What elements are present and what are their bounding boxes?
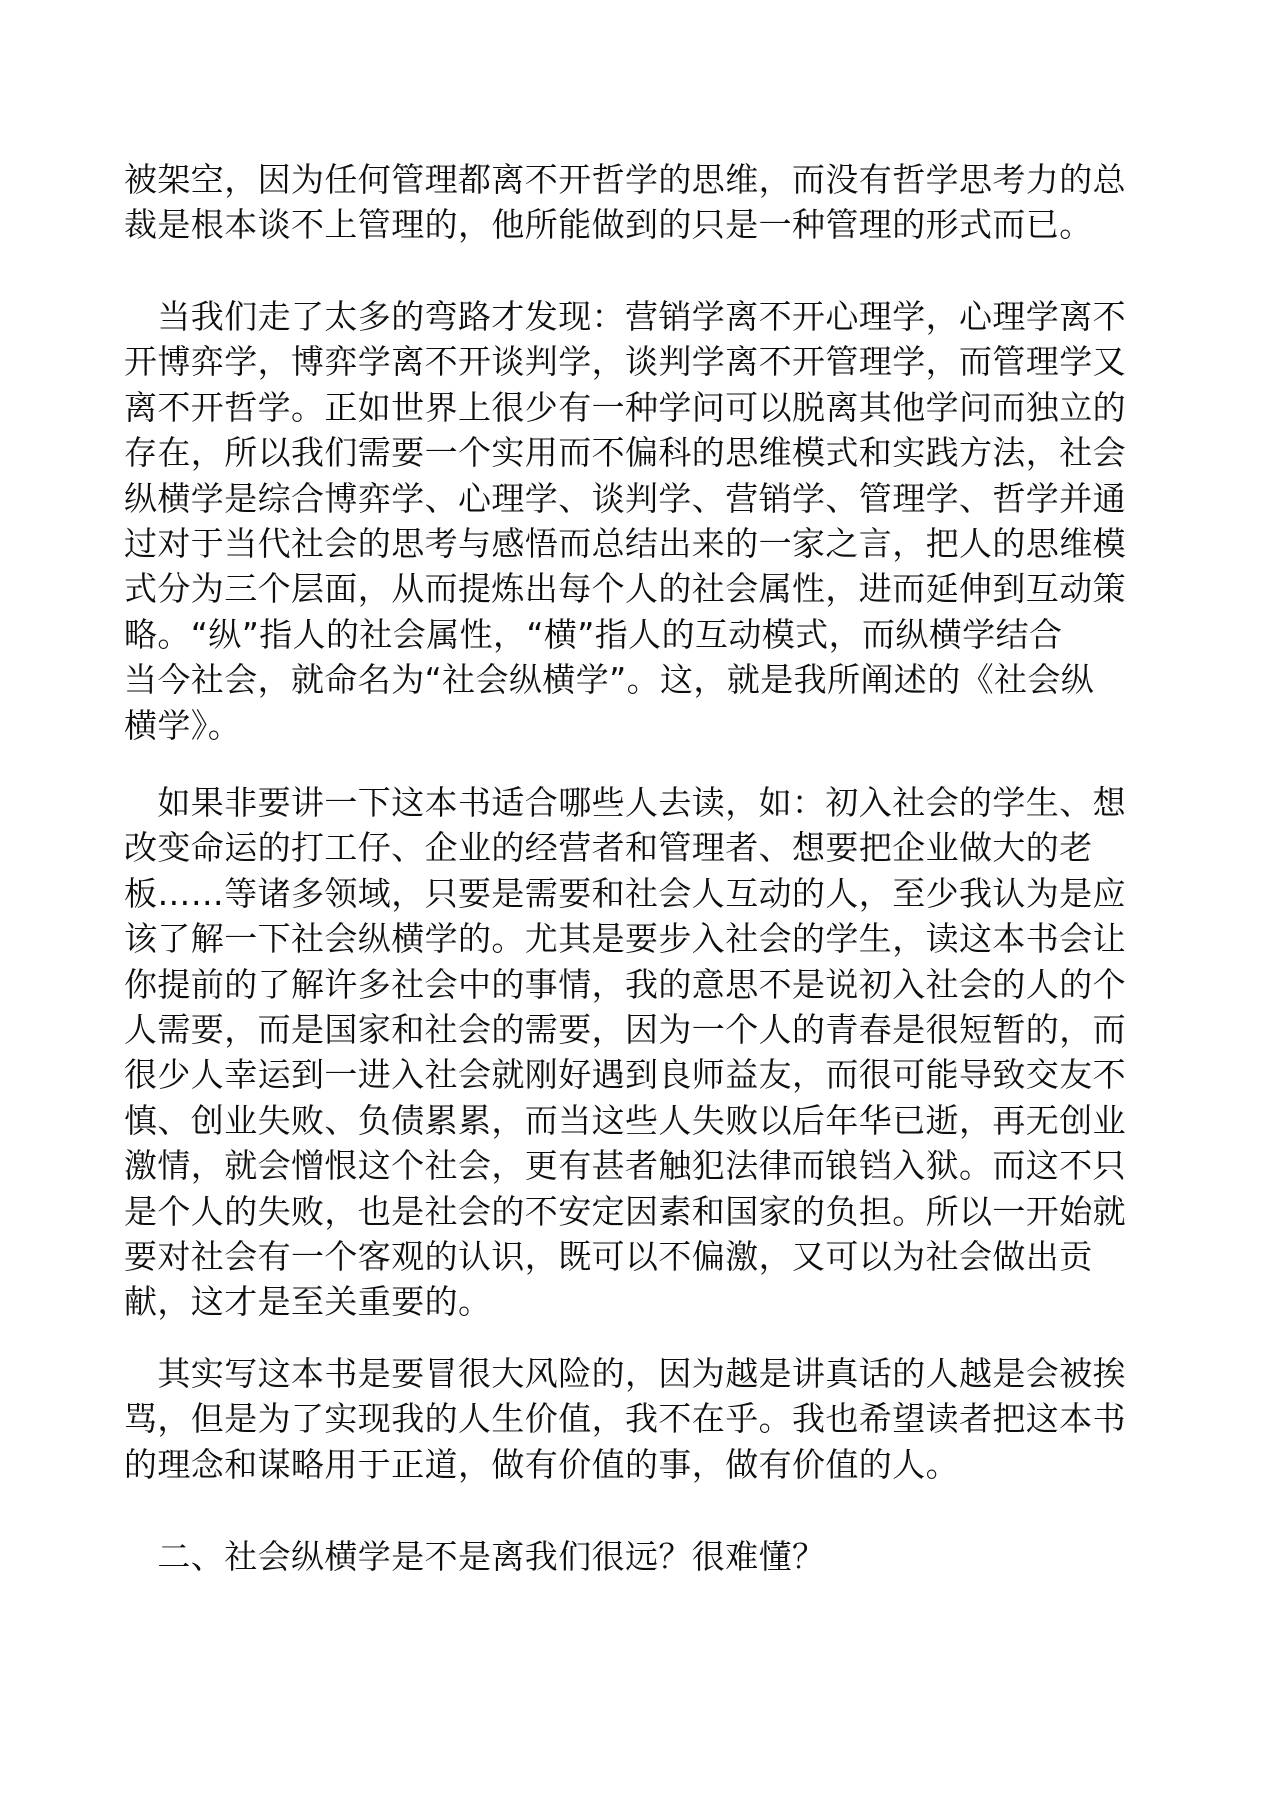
paragraph-continuation: 被架空，因为任何管理都离不开哲学的思维，而没有哲学思考力的总 裁是根本谈不上管理的，他所能做到的只是一种管理的形式而已。: [124, 160, 1126, 245]
paragraph-learning-disciplines: 当我们走了太多的弯路才发现：营销学离不开心理学，心理学离不 开博弈学，博弈学离不开谈判学，谈判学离不开管理学，而管理学又 离不开哲学。正如世界上很少有一种学问可以脱离其他学问而独立的 存在，所以我们需要一个实用而不偏科的思维模式和实践方法，社会 纵横学是综合博弈学、心理学、谈判学、营销学、管理学、哲学并通 过对于当代社会的思考与感悟而总结出来的一家之言，把人的思维模 式分为三个层面，从而提炼出每个人的社会属性，进而延伸到互动策 略。“纵”指人的社会属性，“横”指人的互动模式，而纵横学结合 当今社会，就命名为“社会纵横学”。这，就是我所阐述的《社会纵 横学》。: [124, 297, 1126, 745]
paragraph-author-risk: 其实写这本书是要冒很大风险的，因为越是讲真话的人越是会被挨 骂，但是为了实现我的人生价值，我不在乎。我也希望读者把这本书 的理念和谋略用于正道，做有价值的事，做有价值的人。: [124, 1354, 1126, 1484]
paragraph-target-readers: 如果非要讲一下这本书适合哪些人去读，如：初入社会的学生、想 改变命运的打工仔、企业的经营者和管理者、想要把企业做大的老 板……等诸多领域，只要是需要和社会人互动的人，至少我认为是应 该了解一下社会纵横学的。尤其是要步入社会的学生，读这本书会让 你提前的了解许多社会中的事情，我的意思不是说初入社会的人的个 人需要，而是国家和社会的需要，因为一个人的青春是很短暂的，而 很少人幸运到一进入社会就刚好遇到良师益友，而很可能导致交友不 慎、创业失败、负债累累，而当这些人失败以后年华已逝，再无创业 激情，就会憎恨这个社会，更有甚者触犯法律而锒铛入狱。而这不只 是个人的失败，也是社会的不安定因素和国家的负担。所以一开始就 要对社会有一个客观的认识，既可以不偏激，又可以为社会做出贡 献，这才是至关重要的。: [124, 783, 1126, 1322]
section-heading: 二、社会纵横学是不是离我们很远？很难懂？: [124, 1537, 826, 1576]
